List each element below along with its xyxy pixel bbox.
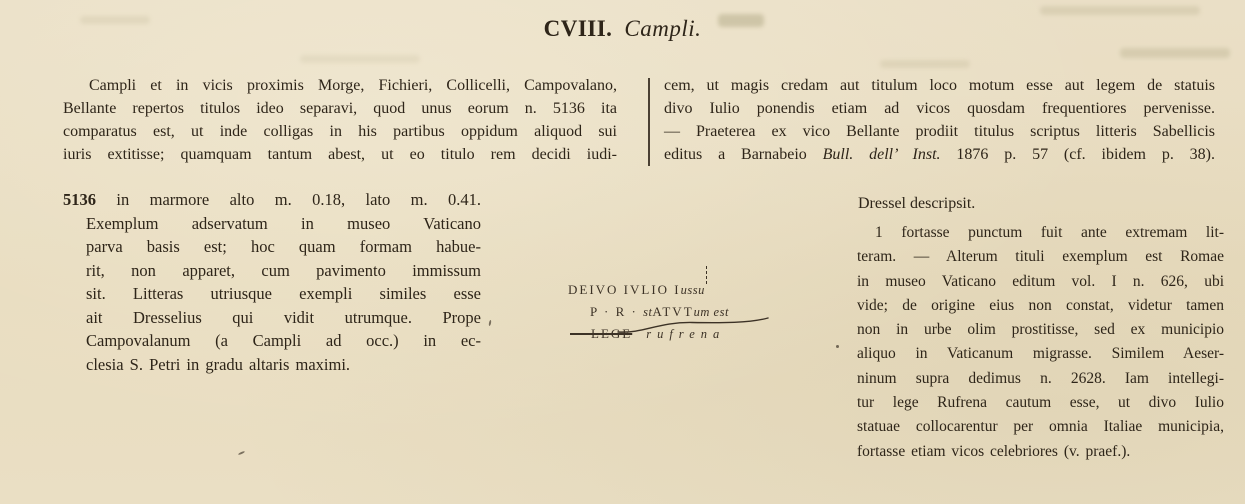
bleedthrough-smudge [1040,6,1200,15]
restored-letters: um est [693,305,729,319]
text-line: clesia S. Petri in gradu altaris maximi. [86,354,351,374]
bleedthrough-smudge [1120,48,1230,58]
struck-letters: LEGE [591,326,633,341]
inscription-transcription [558,281,768,359]
text-line: cem, ut magis credam aut titulum loco motum esse aut legem de statuis [664,77,1215,94]
text-line: vide; de origine eius non constat, videtur tamen [857,296,1224,314]
inscription-letters: P · R · [590,304,644,319]
text-segment: 5136 [63,190,96,209]
text-line: 1 fortasse punctum fuit ante extremam lit- [875,224,1224,241]
text-line: tur lege Rufrena cautum esse, ut divo Iulio [857,394,1224,412]
text-line: teram. — Alterum tituli exemplum est Romae [857,248,1224,266]
restored-letters: ussu [680,283,705,297]
text-line: Campovalanum (a Campli ad occ.) in ec- [86,331,481,350]
bleedthrough-smudge [880,60,970,68]
text-line: Bellante repertos titulos ideo separavi, quod unus eorum n. 5136 ita [63,100,617,117]
text-line: rit, non apparet, cum pavimento immissum [86,260,481,280]
text-line: Exemplum adservatum in museo Vaticano [86,213,481,233]
text-line: non in urbe olim prostitisse, sed ex municipio [857,321,1224,339]
chapter-place-name: Campli. [624,16,702,41]
inscription-line-3 [570,325,725,343]
inscription-letters: ATVT [652,304,694,319]
inscription-line-1 [568,281,705,299]
inscription-letters: DEIVO IVLIO I [568,282,681,297]
text-segment: in marmore alto m. 0.18, lato m. 0.41. [96,190,481,209]
text-line [63,188,481,212]
commentary-paragraph [857,221,1224,464]
column-divider-rule [648,78,650,166]
text-line: parva basis est; hoc quam formam habue- [86,237,481,256]
line-division-dash-mark [706,266,707,284]
ink-speck [836,345,839,348]
text-line: divo Iulio ponendis etiam ad vicos quosdam frequentiores pervenisse. [664,100,1215,117]
text-line: statuae collocarentur per omnia Italiae municipia, [857,418,1224,436]
text-line: comparatus est, ut inde colligas in his partibus oppidum aliquod sui [63,123,617,140]
text-line: fortasse etiam vicos celebriores (v. praef.). [857,442,1131,460]
chapter-number: CVIII. [543,16,613,41]
entry-5136-description [63,188,481,376]
intro-paragraph-right-column [664,74,1215,166]
bleedthrough-smudge [300,55,420,63]
restored-letters: st [643,305,653,319]
text-line: ninum supra dedimus n. 2628. Iam intellegi- [857,369,1224,387]
text-line: — Praeterea ex vico Bellante prodiit titulus scriptus litteris Sabellicis [664,123,1215,140]
text-line [664,143,1215,166]
text-line: sit. Litteras utriusque exempli similes esse [86,284,481,303]
intro-paragraph-left-column [63,74,617,166]
text-line: iuris extitisse; quamquam tantum abest, ut eo titulo rem decidi iudi- [63,146,617,163]
text-line: ait Dresselius qui vidit utrumque. Prope [86,307,481,327]
text-line: Campli et in vicis proximis Morge, Fichieri, Collicelli, Campovalano, [89,77,617,94]
restored-letters: rufrena [646,327,726,341]
text-line: aliquo in Vaticanum migrasse. Similem Aeser- [857,345,1224,363]
ink-speck [488,320,491,326]
text-segment: editus a Barnabeio [664,146,823,163]
editor-attribution: Dressel descripsit. [858,195,976,212]
ink-speck [238,451,245,456]
text-segment: 1876 p. 57 (cf. ibidem p. 38). [940,146,1215,163]
text-line: in museo Vaticano editum vol. I n. 626, ubi [857,272,1224,290]
chapter-title [0,16,1245,42]
text-segment: Bull. dell’ Inst. [822,146,941,163]
